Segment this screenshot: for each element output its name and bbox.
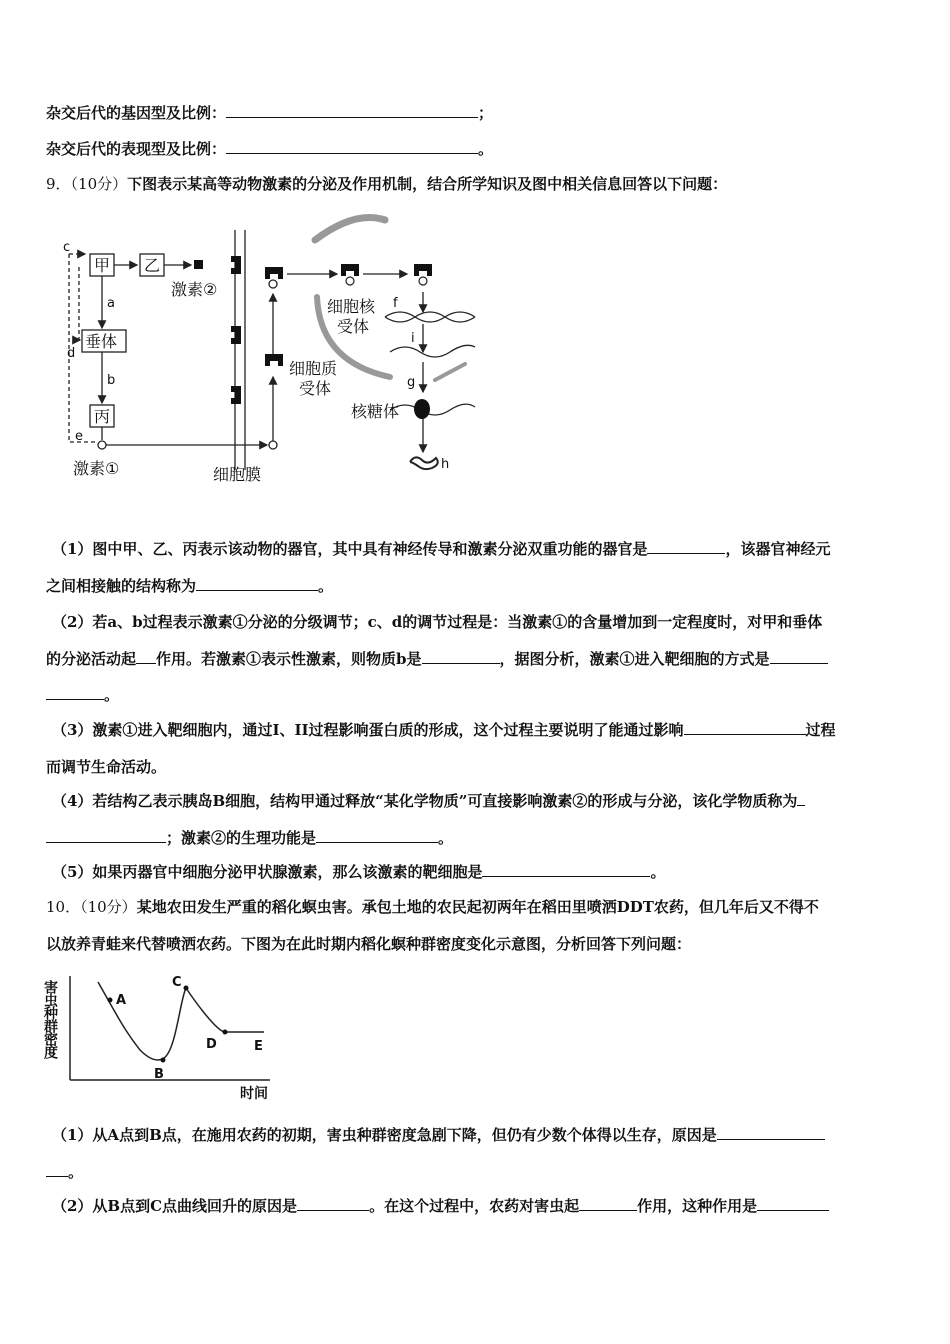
q10-stem: 10．（10分）某地农田发生严重的稻化螟虫害。承包土地的农民起初两年在稻田里喷洒DDT农药，但几年后又不得不: [46, 898, 819, 916]
label-B: B: [154, 1067, 164, 1082]
svg-text:e: e: [75, 429, 83, 444]
membrane-receptor-2: [231, 326, 241, 344]
q9-1-blank-organ[interactable]: [647, 539, 725, 554]
svg-text:c: c: [63, 240, 71, 255]
label-cyto-receptor-1: 细胞质: [289, 359, 338, 378]
membrane-receptor-3: [231, 386, 241, 404]
label-chuiti: 垂体: [85, 332, 118, 351]
label-hormone2: 激素②: [171, 280, 218, 299]
svg-text:b: b: [107, 373, 116, 388]
q10-number: 10．（10分）: [46, 898, 137, 916]
label-D: D: [206, 1037, 217, 1052]
label-nuclear-receptor-1: 细胞核: [327, 297, 376, 316]
q9-2-blank-substance-b[interactable]: [422, 649, 500, 664]
phenotype-answer-blank[interactable]: [226, 139, 478, 154]
hormone2-particle: [194, 260, 203, 269]
q10-2-blank-effect[interactable]: [579, 1196, 637, 1211]
genotype-line: 杂交后代的基因型及比例： ；: [46, 104, 494, 122]
hormone-mechanism-diagram: [55, 212, 485, 502]
point-D: [223, 1030, 228, 1035]
point-B: [161, 1058, 166, 1063]
q9-4-blank-function[interactable]: [316, 828, 438, 843]
q9-5-blank-target[interactable]: [482, 862, 650, 877]
q9-1-blank-structure[interactable]: [196, 576, 318, 591]
label-jia: 甲: [94, 256, 111, 275]
label-A: A: [116, 993, 127, 1008]
x-axis-label: 时间: [240, 1086, 268, 1102]
q9-4-blank-chemical[interactable]: [46, 828, 166, 843]
label-E: E: [254, 1039, 263, 1054]
phenotype-line: 杂交后代的表现型及比例： 。: [46, 140, 494, 158]
svg-text:g: g: [407, 375, 416, 390]
cytoplasm-receptor: [265, 354, 283, 366]
label-membrane: 细胞膜: [213, 465, 262, 484]
q9-3-blank-process[interactable]: [684, 720, 806, 735]
svg-text:d: d: [67, 346, 76, 361]
svg-text:h: h: [441, 457, 450, 472]
q10-2-blank-type[interactable]: [757, 1196, 829, 1211]
svg-text:f: f: [393, 296, 398, 311]
q9-2-blank-entry-way[interactable]: [770, 649, 828, 664]
label-cyto-receptor-2: 受体: [299, 379, 332, 398]
q10-2-blank-reason[interactable]: [297, 1196, 369, 1211]
svg-text:i: i: [411, 331, 415, 346]
phenotype-label: 杂交后代的表现型及比例：: [46, 140, 227, 158]
point-A: [108, 998, 113, 1003]
svg-text:a: a: [107, 296, 115, 311]
q9-2-blank-effect[interactable]: [136, 649, 156, 664]
y-axis-label: 害虫种群密度: [42, 980, 58, 1058]
q10-1-blank-reason[interactable]: [717, 1125, 825, 1140]
genotype-label: 杂交后代的基因型及比例：: [46, 104, 227, 122]
q9-stem: 9．（10分）下图表示某高等动物激素的分泌及作用机制，结合所学知识及图中相关信息回答以下问题：: [46, 175, 728, 193]
label-hormone1: 激素①: [73, 459, 120, 478]
q9-number: 9．（10分）: [46, 175, 128, 193]
membrane-receptor-1: [231, 256, 241, 274]
label-ribosome: 核糖体: [351, 402, 400, 421]
label-bing: 丙: [94, 407, 111, 426]
point-C: [184, 986, 189, 991]
ribosome-shape: [414, 399, 430, 419]
pest-density-chart: [44, 970, 284, 1100]
label-nuclear-receptor-2: 受体: [337, 317, 370, 336]
label-yi: 乙: [144, 256, 161, 275]
genotype-answer-blank[interactable]: [226, 103, 478, 118]
label-C: C: [172, 975, 182, 990]
